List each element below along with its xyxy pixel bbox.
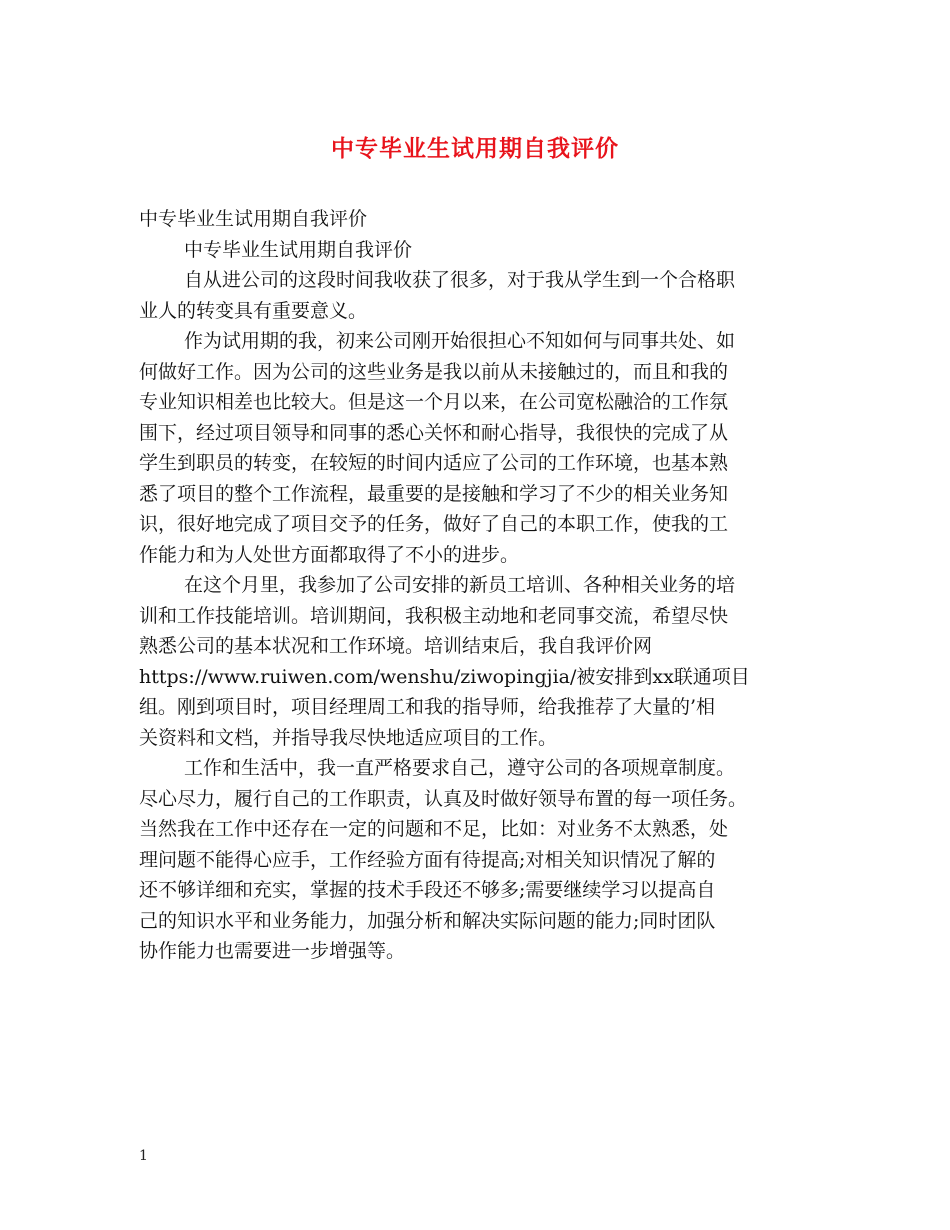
text-line: 当然我在工作中还存在一定的问题和不足，比如：对业务不太熟悉，处 [139,818,729,840]
text-line: 作能力和为人处世方面都取得了不小的进步。 [139,543,520,566]
text-line: 协作能力也需要进一步增强等。 [139,940,406,962]
text-line: 关资料和文档，并指导我尽快地适应项目的工作。 [139,726,558,749]
text-line: 业人的转变具有重要意义。 [139,299,368,322]
document-title: 中专毕业生试用期自我评价 [331,135,619,162]
page-number: 1 [139,1148,148,1164]
text-line: 工作和生活中，我一直严格要求自己，遵守公司的各项规章制度。 [184,757,736,779]
text-line: 自从进公司的这段时间我收获了很多，对于我从学生到一个合格职 [184,269,736,291]
text-line: 己的知识水平和业务能力，加强分析和解决实际问题的能力;同时团队 [139,909,716,932]
text-line: 中专毕业生试用期自我评价 [184,238,413,261]
text-line: 何做好工作。因为公司的这些业务是我以前从未接触过的，而且和我的 [139,360,729,383]
document-body [139,204,829,967]
text-line: 中专毕业生试用期自我评价 [139,208,368,230]
text-line: 组。刚到项目时，项目经理周工和我的指导师，给我推荐了大量的’相 [139,696,716,718]
text-line: 专业知识相差也比较大。但是这一个月以来，在公司宽松融洽的工作氛 [139,391,729,413]
text-line: 熟悉公司的基本状况和工作环境。培训结束后，我自我评价网 [139,635,653,657]
text-line: 学生到职员的转变，在较短的时间内适应了公司的工作环境，也基本熟 [139,452,729,474]
text-line: 识，很好地完成了项目交予的任务，做好了自己的本职工作，使我的工 [139,513,729,535]
text-line: 理问题不能得心应手，工作经验方面有待提高;对相关知识情况了解的 [139,848,716,871]
text-line: 还不够详细和充实，掌握的技术手段还不够多;需要继续学习以提高自 [139,879,716,901]
text-line: 在这个月里，我参加了公司安排的新员工培训、各种相关业务的培 [184,574,736,596]
text-line: https://www.ruiwen.com/wenshu/ziwopingjia/被安排到xx联通项目 [139,665,750,688]
text-line: 悉了项目的整个工作流程，最重要的是接触和学习了不少的相关业务知 [139,482,729,505]
text-line: 作为试用期的我，初来公司刚开始很担心不知如何与同事共处、如 [184,330,736,352]
text-line: 围下，经过项目领导和同事的悉心关怀和耐心指导，我很快的完成了从 [139,421,729,444]
text-line: 尽心尽力，履行自己的工作职责，认真及时做好领导布置的每一项任务。 [139,787,748,810]
text-line: 训和工作技能培训。培训期间，我积极主动地和老同事交流，希望尽快 [139,604,729,627]
